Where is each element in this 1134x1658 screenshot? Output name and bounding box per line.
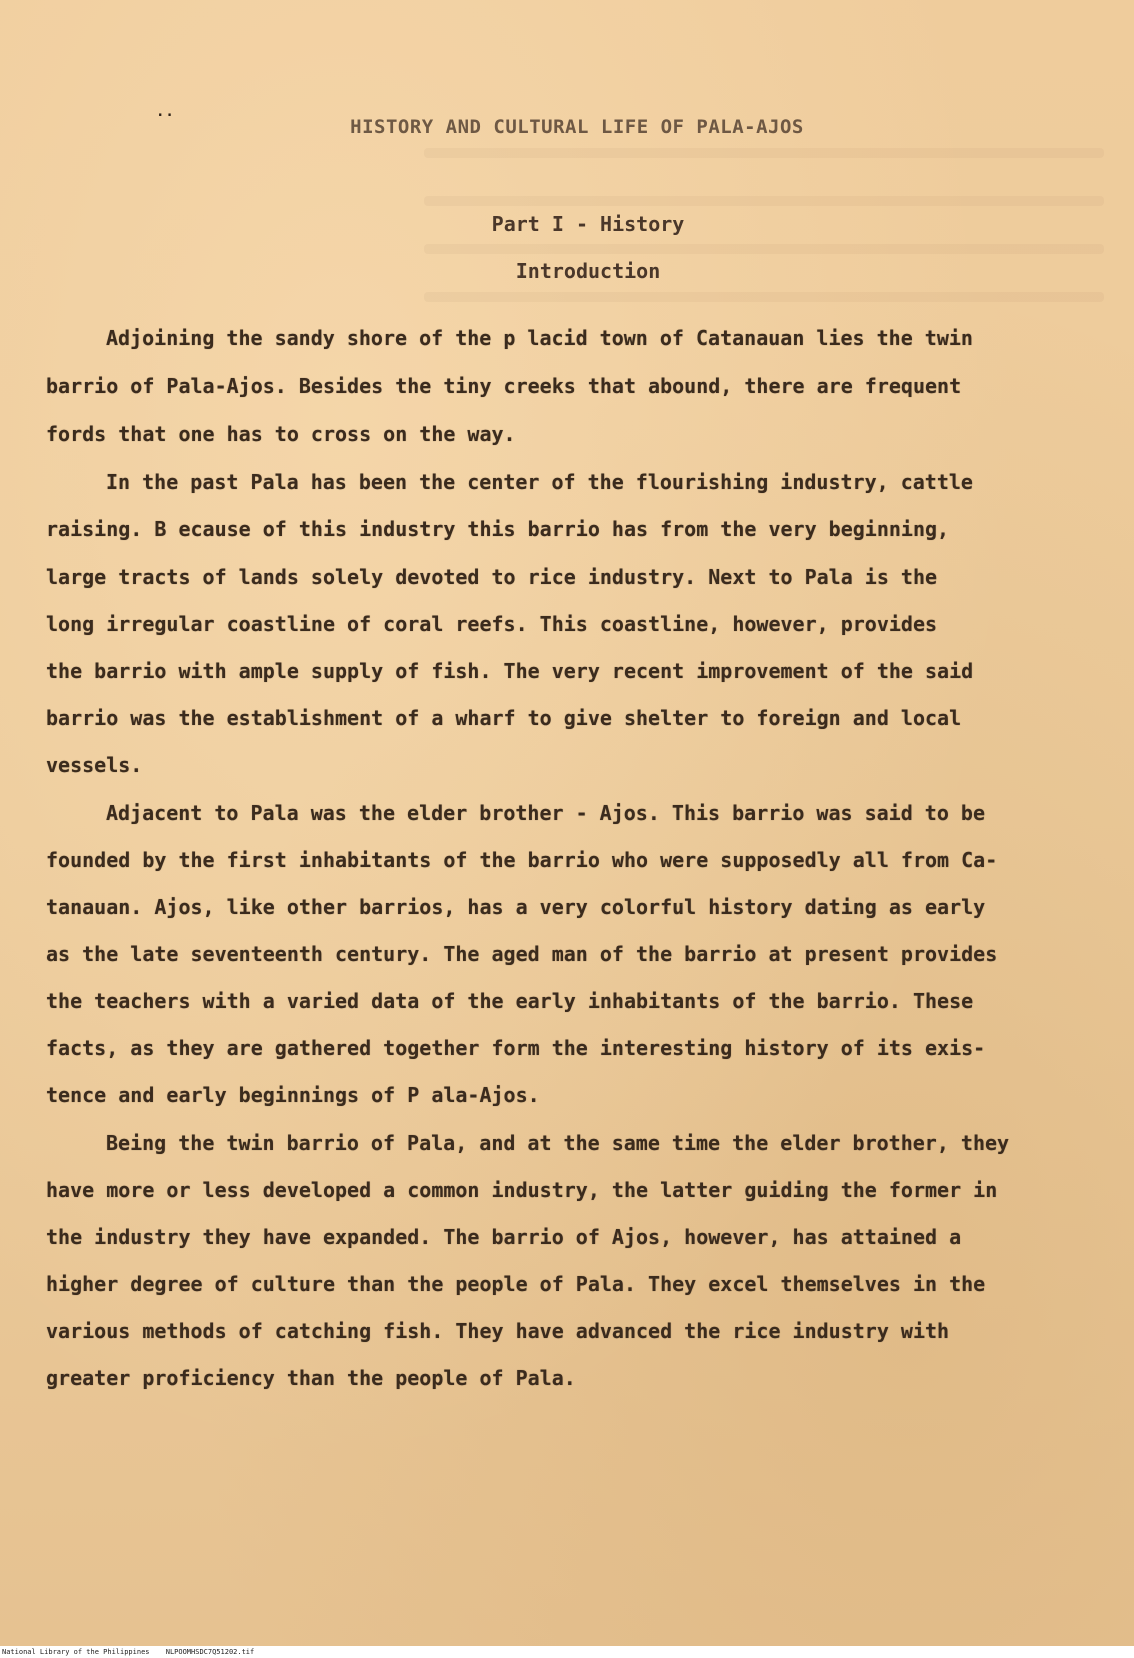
text-line: Adjacent to Pala was the elder brother - Ajos. This barrio was said to be xyxy=(106,801,985,825)
text-line: long irregular coastline of coral reefs. This coastline, however, provides xyxy=(46,612,938,636)
text-line: have more or less developed a common industry, the latter guiding the former in xyxy=(46,1178,998,1202)
scan-footer xyxy=(0,1646,1134,1658)
bleed-through-shadow xyxy=(424,196,1104,206)
footer-library: National Library of the Philippines xyxy=(2,1648,150,1656)
text-line: the barrio with ample supply of fish. The very recent improvement of the said xyxy=(46,659,974,683)
bleed-through-shadow xyxy=(424,148,1104,158)
bleed-through-shadow xyxy=(424,244,1104,254)
margin-marks: .. xyxy=(156,104,175,120)
bleed-through-shadow xyxy=(424,292,1104,302)
text-line: greater proficiency than the people of Pala. xyxy=(46,1366,576,1390)
text-line: tence and early beginnings of P ala-Ajos. xyxy=(46,1083,540,1107)
text-line: fords that one has to cross on the way. xyxy=(46,422,516,446)
text-line: higher degree of culture than the people of Pala. They excel themselves in the xyxy=(46,1272,986,1296)
text-line: as the late seventeenth century. The aged man of the barrio at present provides xyxy=(46,942,998,966)
footer-file: NLPOOMHSDC7Q51202.tif xyxy=(165,1648,255,1656)
part-heading: Part I - History xyxy=(491,212,685,236)
text-line: various methods of catching fish. They have advanced the rice industry with xyxy=(46,1319,950,1343)
text-line: the industry they have expanded. The barrio of Ajos, however, has attained a xyxy=(46,1225,962,1249)
text-line: raising. B ecause of this industry this barrio has from the very beginning, xyxy=(46,517,950,541)
text-line: founded by the first inhabitants of the barrio who were supposedly all from Ca- xyxy=(46,848,998,872)
text-line: vessels. xyxy=(46,753,143,777)
document-title: HISTORY AND CULTURAL LIFE OF PALA-AJOS xyxy=(350,116,804,138)
text-line: facts, as they are gathered together form the interesting history of its exis- xyxy=(46,1036,986,1060)
section-heading: Introduction xyxy=(515,259,661,283)
text-line: barrio of Pala-Ajos. Besides the tiny creeks that abound, there are frequent xyxy=(46,374,962,398)
text-line: barrio was the establishment of a wharf to give shelter to foreign and local xyxy=(46,706,962,730)
text-line: the teachers with a varied data of the early inhabitants of the barrio. These xyxy=(46,989,974,1013)
text-line: Being the twin barrio of Pala, and at the same time the elder brother, they xyxy=(106,1131,1010,1155)
text-line: large tracts of lands solely devoted to rice industry. Next to Pala is the xyxy=(46,565,938,589)
text-line: Adjoining the sandy shore of the p lacid town of Catanauan lies the twin xyxy=(106,326,973,350)
text-line: tanauan. Ajos, like other barrios, has a very colorful history dating as early xyxy=(46,895,986,919)
text-line: In the past Pala has been the center of the flourishing industry, cattle xyxy=(106,470,973,494)
